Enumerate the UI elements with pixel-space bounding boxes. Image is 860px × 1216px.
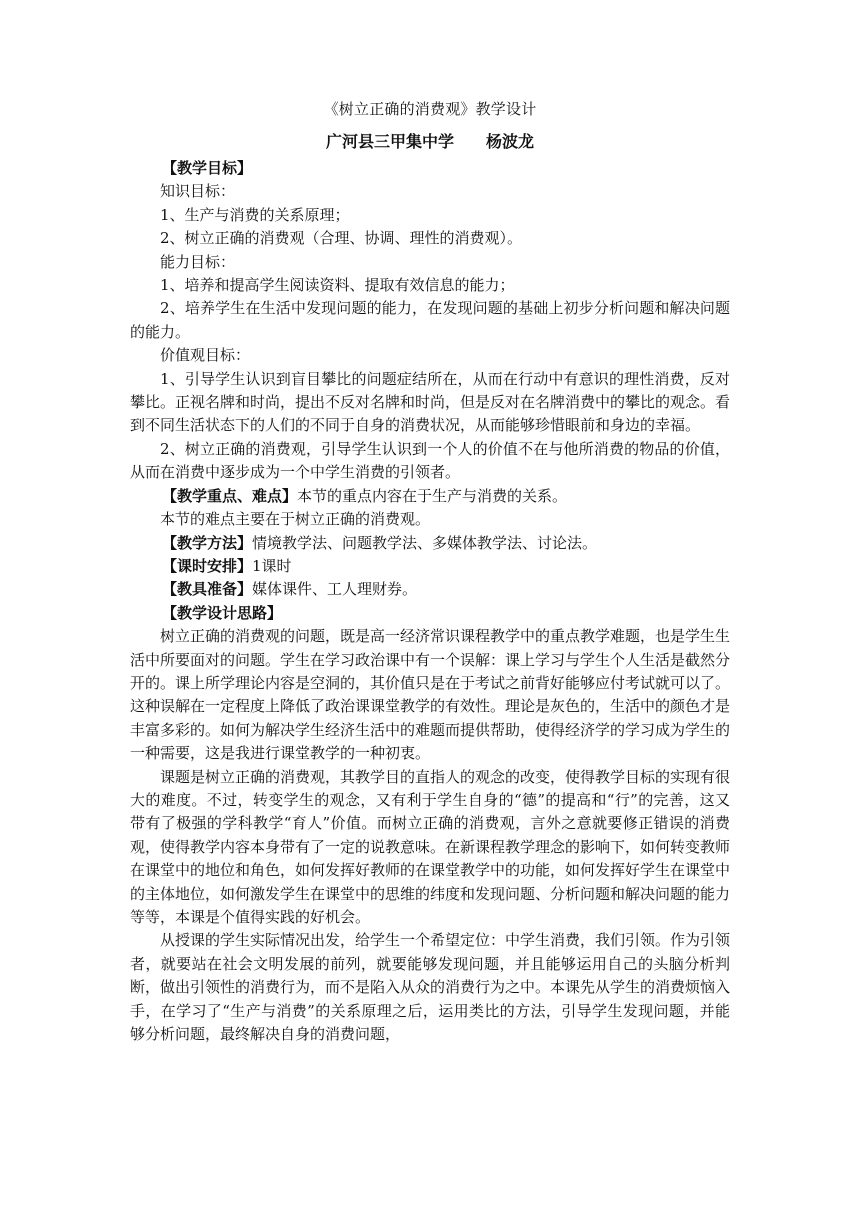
document-page: [130, 98, 730, 1046]
school-name: 广河县三甲集中学: [325, 132, 454, 151]
design-paragraph: 从授课的学生实际情况出发，给学生一个希望定位：中学生消费，我们引领。作为引领者，就要站在社会文明发展的前列，就要能够发现问题，并且能够运用自己的头脑分析判断，做出引领性的消费行为，而不是陷入从众的消费行为之中。本课先从学生的消费烦恼入手，在学习了“生产与消费”的关系原理之后，运用类比的方法，引导学生发现问题，并能够分析问题，最终解决自身的消费问题，: [130, 931, 731, 1044]
materials-paragraph: [130, 578, 730, 601]
key-points-paragraph: [130, 485, 730, 508]
methods-text: 情境教学法、问题教学法、多媒体教学法、讨论法。: [252, 533, 598, 552]
design-heading: 【教学设计思路】: [162, 603, 283, 622]
knowledge-item: 1、生产与消费的关系原理；: [160, 205, 350, 224]
author-name: 杨波龙: [486, 132, 535, 151]
methods-heading: 【教学方法】: [162, 533, 253, 552]
materials-text: 媒体课件、工人理财券。: [252, 580, 418, 599]
document-title: 《树立正确的消费观》教学设计: [323, 100, 537, 118]
value-item: 1、引导学生认识到盲目攀比的问题症结所在，从而在行动中有意识的理性消费，反对攀比。正视名牌和时尚，提出不反对名牌和时尚，但是反对在名牌消费中的攀比的观念。看到不同生活状态下的人们的不同于自身的消费状况，从而能够珍惜眼前和身边的幸福。: [130, 369, 731, 435]
schedule-paragraph: [130, 555, 730, 578]
value-label: 价值观目标：: [160, 346, 251, 365]
value-item: 2、树立正确的消费观，引导学生认识到一个人的价值不在与他所消费的物品的价值，从而在消费中逐步成为一个中学生消费的引领者。: [130, 439, 730, 482]
design-paragraph: 树立正确的消费观的问题，既是高一经济常识课程教学中的重点教学难题，也是学生生活中所要面对的问题。学生在学习政治课中有一个误解：课上学习与学生个人生活是截然分开的。课上所学理论内容是空洞的，其价值只是在于考试之前背好能够应付考试就可以了。这种误解在一定程度上降低了政治课课堂教学的有效性。理论是灰色的，生活中的颜色才是丰富多彩的。如何为解决学生经济生活中的难题而提供帮助，使得经济学的学习成为学生的一种需要，这是我进行课堂教学的一种初衷。: [130, 627, 731, 763]
methods-paragraph: [130, 532, 730, 555]
ability-item: 2、培养学生在生活中发现问题的能力，在发现问题的基础上初步分析问题和解决问题的能力。: [130, 299, 730, 341]
key-points-difficulty: 本节的难点主要在于树立正确的消费观。: [160, 510, 431, 529]
knowledge-label: 知识目标：: [160, 182, 236, 201]
materials-heading: 【教具准备】: [162, 580, 253, 599]
key-points-focus: 本节的重点内容在于生产与消费的关系。: [297, 486, 568, 505]
author-line: [130, 131, 730, 153]
ability-label: 能力目标：: [160, 252, 236, 271]
schedule-heading: 【课时安排】: [162, 556, 253, 575]
design-paragraph: 课题是树立正确的消费观，其教学目的直指人的观念的改变，使得教学目标的实现有很大的难度。不过，转变学生的观念，又有利于学生自身的“德”的提高和“行”的完善，这又带有了极强的学科教学“育人”价值。而树立正确的消费观，言外之意就要修正错误的消费观，使得教学内容本身带有了一定的说教意味。在新课程教学理念的影响下，如何转变教师在课堂中的地位和角色，如何发挥好教师的在课堂教学中的功能，如何发挥好学生在课堂中的主体地位，如何激发学生在课堂中的思维的纬度和发现问题、分析问题和解决问题的能力等等，本课是个值得实践的好机会。: [130, 767, 731, 926]
knowledge-item: 2、树立正确的消费观（合理、协调、理性的消费观）。: [160, 229, 523, 248]
schedule-text: 1课时: [252, 556, 292, 575]
objectives-heading: 【教学目标】: [162, 159, 253, 177]
key-points-heading: 【教学重点、难点】: [162, 486, 298, 505]
ability-item: 1、培养和提高学生阅读资料、提取有效信息的能力；: [160, 276, 515, 295]
